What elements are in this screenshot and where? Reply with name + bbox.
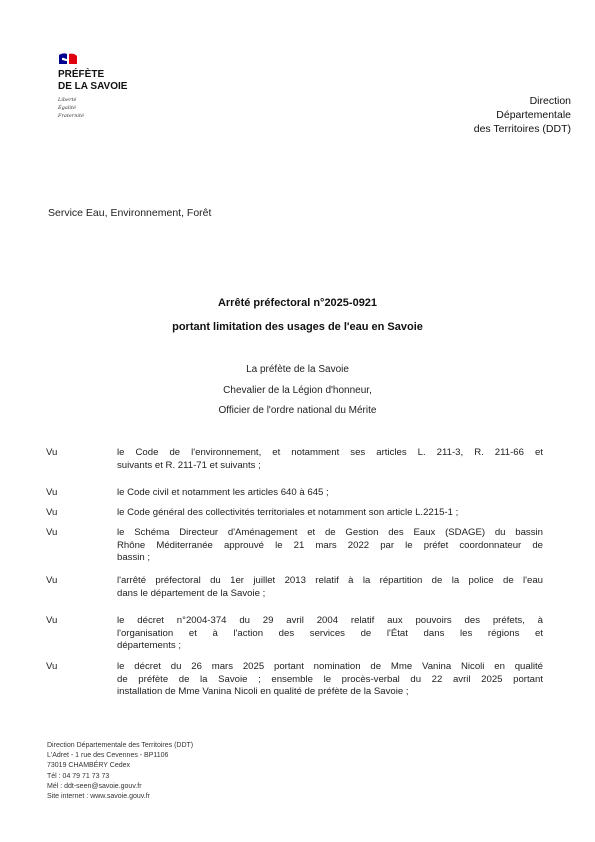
- issuing-authority: [0, 360, 595, 422]
- visa-keyword: Vu: [46, 661, 58, 672]
- marianne-icon: [58, 52, 78, 66]
- motto-liberte: Liberté: [58, 97, 77, 103]
- visa-text: [117, 575, 543, 600]
- title-line-1: Arrêté préfectoral n°2025-0921: [217, 297, 378, 309]
- direction-line-3: des Territoires (DDT): [473, 123, 571, 135]
- visa-text-line: l'organisation et à l'action des services de l'État dans les régions et: [117, 627, 543, 639]
- visa-keyword: Vu: [46, 447, 58, 458]
- visa-keyword: Vu: [46, 487, 58, 498]
- contact-footer: [47, 741, 193, 802]
- footer-line: Tél : 04 79 71 73 73: [47, 772, 110, 780]
- visa-text-line: installation de Mme Vanina Nicoli en qualité de préfète de la Savoie ;: [117, 686, 409, 697]
- footer-line: 73019 CHAMBÉRY Cedex: [47, 762, 131, 770]
- document-title: [0, 291, 595, 339]
- visa-text: [117, 527, 543, 565]
- logo-line-1: PRÉFÈTE: [58, 69, 105, 80]
- visa-text-line: suivants et R. 211-71 et suivants ;: [117, 459, 261, 471]
- visa-text: [117, 487, 543, 500]
- footer-line: Mél : ddt-seen@savoie.gouv.fr: [47, 782, 142, 790]
- visa-text-line: le décret du 26 mars 2025 portant nomination de Mme Vanina Nicoli en qualité: [117, 661, 543, 672]
- logo-prefecture-name: [58, 69, 127, 93]
- authority-line-1: La préfète de la Savoie: [246, 364, 349, 375]
- visa-keyword: Vu: [46, 615, 58, 626]
- footer-line: Direction Départementale des Territoires (DDT): [47, 742, 194, 749]
- visa-keyword: Vu: [46, 507, 58, 518]
- motto-egalite: Égalité: [58, 105, 76, 111]
- footer-line: Site internet : www.savoie.gouv.fr: [47, 793, 150, 801]
- visa-text: [117, 661, 543, 699]
- visa-text-line: le Code général des collectivités territoriales et notamment son article L.2215-1 ;: [117, 507, 459, 518]
- republic-motto: [58, 96, 84, 120]
- footer-line: L'Adret - 1 rue des Cevennes - BP1106: [47, 752, 169, 760]
- logo-line-2: DE LA SAVOIE: [58, 81, 128, 92]
- visa-text-line: départements ;: [117, 640, 181, 651]
- visa-text-line: le Code civil et notamment les articles 640 à 645 ;: [117, 487, 329, 498]
- visa-text-line: dans le département de la Savoie ;: [117, 587, 266, 599]
- visa-text-line: le décret n°2004-374 du 29 avril 2004 relatif aux pouvoirs des préfets, à: [117, 615, 543, 626]
- direction-line-2: Départementale: [496, 109, 571, 121]
- visa-text: [117, 447, 543, 472]
- service-name: Service Eau, Environnement, Forêt: [48, 207, 212, 219]
- issuing-direction: [474, 94, 571, 136]
- direction-line-1: Direction: [529, 95, 571, 107]
- visa-text-line: bassin ;: [117, 552, 151, 563]
- motto-fraternite: Fraternité: [58, 113, 84, 119]
- visa-keyword: Vu: [46, 575, 58, 586]
- authority-line-3: Officier de l'ordre national du Mérite: [218, 405, 377, 416]
- title-line-2: portant limitation des usages de l'eau en Savoie: [172, 321, 423, 333]
- visa-text-line: le Code de l'environnement, et notamment ses articles L. 211-3, R. 211-66 et: [117, 447, 543, 458]
- visa-keyword: Vu: [46, 527, 58, 538]
- visa-text: [117, 615, 543, 653]
- visa-text-line: Rhône Méditerranée approuvé le 21 mars 2022 par le préfet coordonnateur de: [117, 539, 543, 551]
- visa-text-line: l'arrêté préfectoral du 1er juillet 2013 relatif à la répartition de la police de l'eau: [117, 575, 543, 586]
- visa-text: [117, 507, 543, 520]
- authority-line-2: Chevalier de la Légion d'honneur,: [223, 384, 372, 396]
- visa-text-line: le Schéma Directeur d'Aménagement et de Gestion des Eaux (SDAGE) du bassin: [117, 527, 543, 538]
- visa-text-line: de préfète de la Savoie ; ensemble le procès-verbal du 22 avril 2025 portant: [117, 673, 543, 685]
